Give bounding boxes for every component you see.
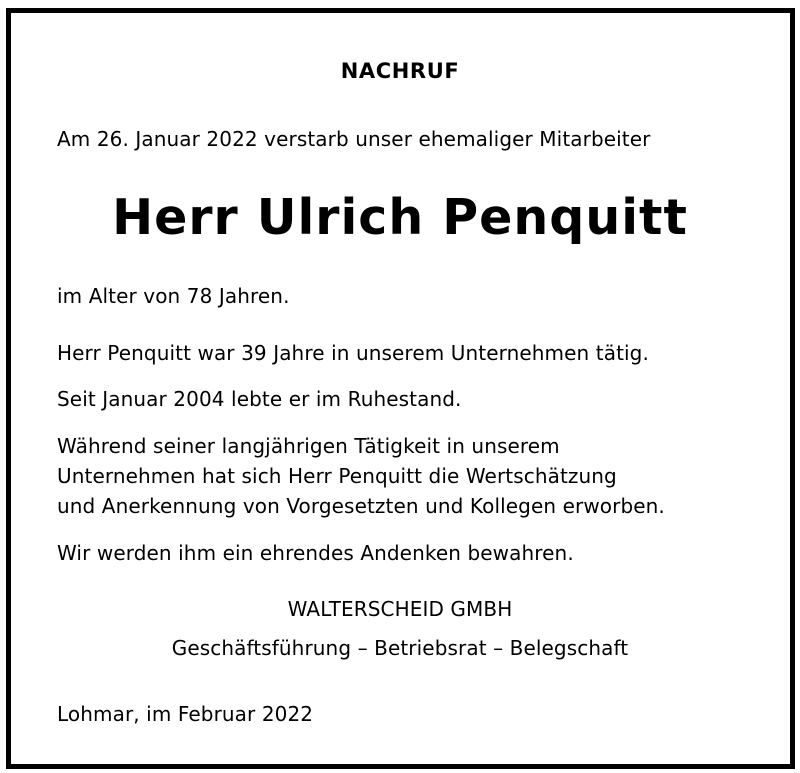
paragraph-appreciation-line-1: Während seiner langjährigen Tätigkeit in unserem (57, 434, 560, 458)
deceased-name: Herr Ulrich Penquitt (112, 189, 688, 246)
paragraph-remembrance: Wir werden ihm ein ehrendes Andenken bewahren. (57, 541, 574, 565)
age-text: im Alter von 78 Jahren. (57, 284, 290, 308)
obituary-heading: NACHRUF (340, 59, 460, 83)
paragraph-appreciation-line-3: und Anerkennung von Vorgesetzten und Kollegen erworben. (57, 494, 665, 518)
company-departments: Geschäftsführung – Betriebsrat – Belegschaft (171, 636, 629, 660)
paragraph-employment: Herr Penquitt war 39 Jahre in unserem Unternehmen tätig. (57, 341, 649, 365)
place-and-date: Lohmar, im Februar 2022 (57, 702, 314, 726)
intro-text: Am 26. Januar 2022 verstarb unser ehemaliger Mitarbeiter (57, 127, 651, 151)
paragraph-retirement: Seit Januar 2004 lebte er im Ruhestand. (57, 387, 462, 411)
paragraph-appreciation-line-2: Unternehmen hat sich Herr Penquitt die Wertschätzung (57, 464, 617, 488)
company-name: WALTERSCHEID GMBH (287, 597, 513, 621)
